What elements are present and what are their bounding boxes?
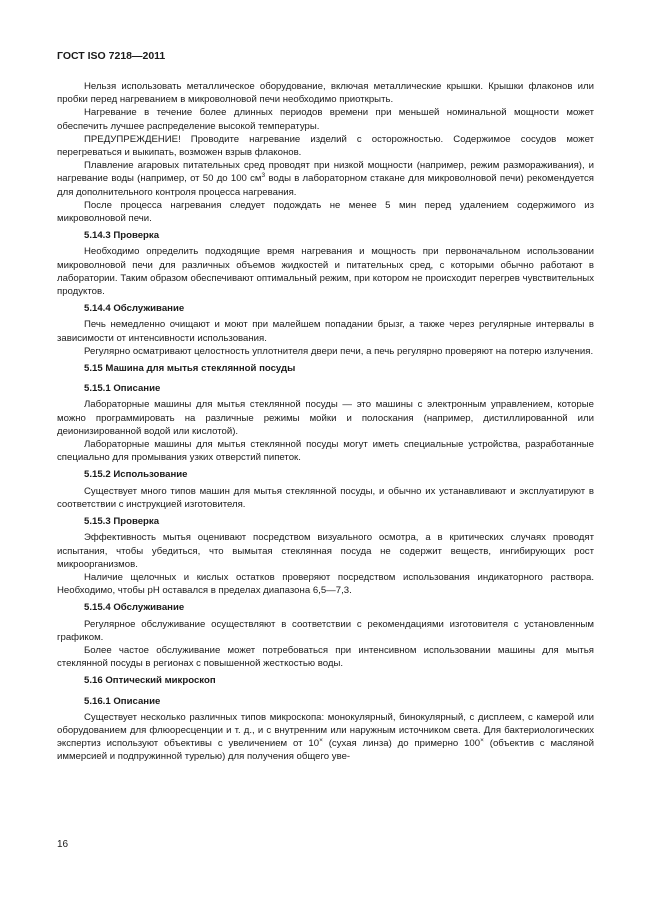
paragraph: Лабораторные машины для мытья стеклянной посуды могут иметь специальные устройства, разработанные специально для промывания узких отверстий пипеток. xyxy=(57,439,594,464)
superscript: 3 xyxy=(261,172,266,180)
paragraph xyxy=(57,711,594,764)
section-heading: 5.16.1 Описание xyxy=(84,695,161,707)
text-run: (сухая линза) до примерно 100 xyxy=(322,738,481,750)
page-number: 16 xyxy=(57,839,69,850)
section-heading: 5.15.1 Описание xyxy=(84,383,161,395)
text-run: воды в лабораторном стакане для микроволновой печи) рекомендуется для дополнительного контроля процесса нагревания. xyxy=(57,173,594,198)
section-heading: 5.14.4 Обслуживание xyxy=(84,303,185,315)
text-run: (объектив с масляной иммерсией и подпружинной турелью) для получения общего уве- xyxy=(57,738,594,763)
paragraph: Регулярное обслуживание осуществляют в соответствии с рекомендациями изготовителя с установленным графиком. xyxy=(57,618,594,643)
paragraph: Наличие щелочных и кислых остатков проверяют посредством использования индикаторного раствора. Необходимо, чтобы pH оставался в пределах диапазона 6,5—7,3. xyxy=(57,571,594,597)
paragraph: Существует много типов машин для мытья стеклянной посуды, и обычно их устанавливают и эксплуатируют в соответствии с инструкцией изготовителя. xyxy=(57,485,594,510)
warning-paragraph: ПРЕДУПРЕЖДЕНИЕ! Проводите нагревание изделий с осторожностью. Содержимое сосудов может перегреваться и выкипать, возможен взрыв флаконов. xyxy=(57,133,594,159)
section-heading: 5.15.4 Обслуживание xyxy=(84,602,185,614)
section-heading: 5.15.2 Использование xyxy=(84,469,188,481)
paragraph: Нельзя использовать металлическое оборудование, включая металлические крышки. Крышки флаконов или пробки перед нагреванием в микроволновой печи необходимо приоткрыть. xyxy=(57,81,594,106)
superscript: × xyxy=(319,737,323,745)
paragraph: Лабораторные машины для мытья стеклянной посуды — это машины с электронным управлением, которые можно программировать на различные режимы мойки и полоскания (например, дистиллированной или деионизированной водой или кислотой). xyxy=(57,399,594,437)
paragraph xyxy=(57,159,594,199)
paragraph: Регулярно осматривают целостность уплотнителя двери печи, а печь регулярно проверяют на потерю излучения. xyxy=(84,345,594,357)
section-heading: 5.15 Машина для мытья стеклянной посуды xyxy=(84,363,296,375)
section-heading: 5.14.3 Проверка xyxy=(84,230,160,242)
section-heading: 5.15.3 Проверка xyxy=(84,516,160,528)
paragraph: После процесса нагревания следует подождать не менее 5 мин перед удалением содержимого из микроволновой печи. xyxy=(57,199,594,225)
page-content xyxy=(57,80,594,764)
paragraph: Нагревание в течение более длинных периодов времени при меньшей номинальной мощности может обеспечить лучшее распределение высокой температуры. xyxy=(57,107,594,132)
paragraph: Более частое обслуживание может потребоваться при интенсивном использовании машины для мытья стеклянной посуды в регионах с повышенной жесткостью воды. xyxy=(57,644,594,670)
paragraph: Печь немедленно очищают и моют при малейшем попадании брызг, а также через регулярные интервалы в зависимости от интенсивности использования. xyxy=(57,319,594,344)
paragraph: Необходимо определить подходящие время нагревания и мощность при первоначальном использовании микроволновой печи для различных объемов жидкостей и питательных сред, с которыми обычно работают в лаборатории. Таким образом обеспечивают оптимальный режим, при котором не происходит перегрев чувствительных продуктов. xyxy=(57,246,594,298)
text-run: Плавление агаровых питательных сред проводят при низкой мощности (например, режим размораживания), и нагревание воды (например, от 50 до 100 см xyxy=(57,160,594,185)
text-run: Существует несколько различных типов микроскопа: монокулярный, бинокулярный, с дисплеем, с камерой или оборудованием для флюоресценции и т. д., и с внутренним или наружным источником света. Для бактериологических экспертиз используют объективы с увеличением от 10 xyxy=(57,711,594,750)
section-heading: 5.16 Оптический микроскоп xyxy=(84,675,216,687)
superscript: × xyxy=(480,737,484,745)
paragraph: Эффективность мытья оценивают посредством визуального осмотра, а в критических случаях проводят испытания, чтобы убедиться, что вымытая стеклянная посуда не содержит веществ, ингибирующих рост микроорганизмов. xyxy=(57,532,594,570)
document-header: ГОСТ ISO 7218—2011 xyxy=(57,50,166,62)
